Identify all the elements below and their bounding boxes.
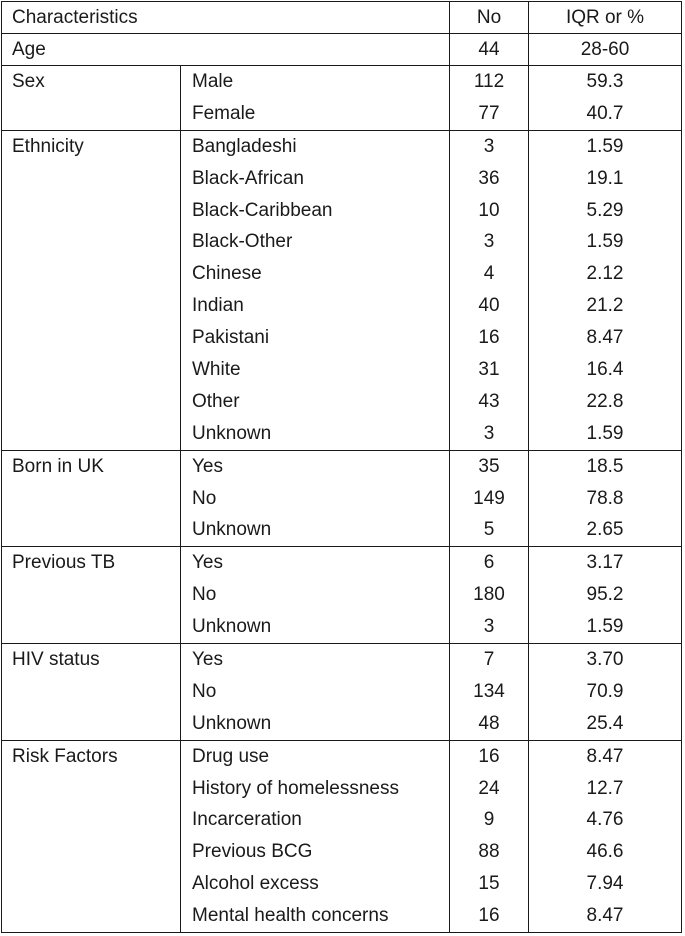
count-value: 3 bbox=[483, 616, 495, 638]
category-value: Other bbox=[192, 390, 240, 412]
category-value: Black-African bbox=[192, 167, 304, 189]
percent-value: 18.5 bbox=[586, 455, 624, 477]
percent-value: 12.7 bbox=[586, 777, 624, 799]
count-value: 77 bbox=[478, 102, 500, 124]
category-cell bbox=[181, 450, 450, 547]
header-characteristics: Characteristics bbox=[2, 2, 450, 34]
count-value: 43 bbox=[478, 390, 500, 412]
count-value: 7 bbox=[483, 649, 495, 671]
group-label bbox=[2, 740, 181, 932]
group-row bbox=[2, 740, 682, 932]
age-iqr: 28-60 bbox=[529, 34, 682, 66]
category-value: Unknown bbox=[192, 422, 272, 444]
count-cell bbox=[450, 450, 529, 547]
category-value: Black-Other bbox=[192, 231, 293, 253]
percent-value: 5.29 bbox=[586, 199, 624, 221]
count-value: 16 bbox=[478, 745, 500, 767]
percent-value: 22.8 bbox=[586, 390, 624, 412]
count-value: 149 bbox=[473, 487, 505, 509]
count-value: 5 bbox=[483, 519, 495, 541]
percent-value: 1.59 bbox=[586, 231, 624, 253]
percent-value: 8.47 bbox=[586, 327, 624, 349]
category-value: Black-Caribbean bbox=[192, 199, 333, 221]
category-value: Yes bbox=[192, 552, 223, 574]
percent-value: 8.47 bbox=[586, 745, 624, 767]
category-cell bbox=[181, 130, 450, 450]
count-value: 16 bbox=[478, 327, 500, 349]
group-label bbox=[2, 450, 181, 547]
count-value: 36 bbox=[478, 167, 500, 189]
percent-value: 1.59 bbox=[586, 616, 624, 638]
percent-cell bbox=[529, 450, 682, 547]
category-cell bbox=[181, 547, 450, 644]
count-value: 6 bbox=[483, 552, 495, 574]
age-label: Age bbox=[2, 34, 450, 66]
category-value: Alcohol excess bbox=[192, 873, 319, 895]
category-value: White bbox=[192, 359, 241, 381]
category-value: No bbox=[192, 680, 217, 702]
category-cell bbox=[181, 66, 450, 131]
count-value: 9 bbox=[483, 809, 495, 831]
group-label bbox=[2, 547, 181, 644]
count-cell bbox=[450, 547, 529, 644]
percent-value: 3.70 bbox=[586, 649, 624, 671]
category-value: No bbox=[192, 487, 217, 509]
category-value: Chinese bbox=[192, 263, 262, 285]
count-cell bbox=[450, 66, 529, 131]
category-cell bbox=[181, 740, 450, 932]
characteristics-table bbox=[1, 1, 682, 933]
category-value: Mental health concerns bbox=[192, 905, 389, 927]
age-no: 44 bbox=[450, 34, 529, 66]
category-value: Unknown bbox=[192, 616, 272, 638]
category-value: Bangladeshi bbox=[192, 135, 297, 157]
group-label-text: Previous TB bbox=[12, 552, 116, 574]
group-label-text: Sex bbox=[12, 71, 45, 92]
group-row bbox=[2, 450, 682, 547]
count-cell bbox=[450, 644, 529, 741]
count-value: 35 bbox=[478, 455, 500, 477]
percent-value: 3.17 bbox=[586, 552, 624, 574]
group-label bbox=[2, 130, 181, 450]
percent-value: 70.9 bbox=[586, 680, 624, 702]
count-cell bbox=[450, 740, 529, 932]
count-cell bbox=[450, 130, 529, 450]
percent-cell bbox=[529, 66, 682, 131]
percent-value: 46.6 bbox=[586, 841, 624, 863]
category-value: History of homelessness bbox=[192, 777, 399, 799]
percent-value: 1.59 bbox=[586, 135, 624, 157]
count-value: 31 bbox=[478, 359, 500, 381]
percent-value: 2.65 bbox=[586, 519, 624, 541]
percent-value: 2.12 bbox=[586, 263, 624, 285]
percent-value: 25.4 bbox=[586, 712, 624, 734]
category-value: Pakistani bbox=[192, 327, 270, 349]
category-value: Indian bbox=[192, 295, 244, 317]
group-row bbox=[2, 130, 682, 450]
percent-cell bbox=[529, 644, 682, 741]
count-value: 3 bbox=[483, 135, 495, 157]
table-body bbox=[2, 2, 682, 933]
count-value: 16 bbox=[478, 905, 500, 927]
category-value: Yes bbox=[192, 649, 223, 671]
category-value: Previous BCG bbox=[192, 841, 313, 863]
count-value: 112 bbox=[473, 71, 505, 92]
percent-cell bbox=[529, 740, 682, 932]
count-value: 3 bbox=[483, 422, 495, 444]
percent-value: 1.59 bbox=[586, 422, 624, 444]
percent-value: 7.94 bbox=[586, 873, 624, 895]
percent-cell bbox=[529, 130, 682, 450]
percent-value: 19.1 bbox=[586, 167, 624, 189]
percent-value: 21.2 bbox=[586, 295, 624, 317]
count-value: 10 bbox=[478, 199, 500, 221]
count-value: 3 bbox=[483, 231, 495, 253]
category-value: Unknown bbox=[192, 712, 272, 734]
percent-value: 59.3 bbox=[586, 71, 624, 92]
group-label bbox=[2, 66, 181, 131]
count-value: 24 bbox=[478, 777, 500, 799]
percent-value: 78.8 bbox=[586, 487, 624, 509]
count-value: 15 bbox=[478, 873, 500, 895]
group-label-text: HIV status bbox=[12, 649, 100, 671]
count-value: 180 bbox=[473, 584, 505, 606]
percent-cell bbox=[529, 547, 682, 644]
count-value: 134 bbox=[473, 680, 505, 702]
count-value: 88 bbox=[478, 841, 500, 863]
header-row bbox=[2, 2, 682, 34]
category-value: Male bbox=[192, 71, 234, 92]
count-value: 4 bbox=[483, 263, 495, 285]
group-label-text: Born in UK bbox=[12, 455, 104, 477]
category-value: Female bbox=[192, 102, 256, 124]
count-value: 40 bbox=[478, 295, 500, 317]
group-label bbox=[2, 644, 181, 741]
percent-value: 8.47 bbox=[586, 905, 624, 927]
header-iqr: IQR or % bbox=[529, 2, 682, 34]
category-value: Unknown bbox=[192, 519, 272, 541]
category-value: Yes bbox=[192, 455, 223, 477]
age-row bbox=[2, 34, 682, 66]
category-value: Incarceration bbox=[192, 809, 302, 831]
category-value: Drug use bbox=[192, 745, 270, 767]
percent-value: 4.76 bbox=[586, 809, 624, 831]
group-row bbox=[2, 644, 682, 741]
group-row bbox=[2, 547, 682, 644]
percent-value: 40.7 bbox=[586, 102, 624, 124]
category-value: No bbox=[192, 584, 217, 606]
percent-value: 16.4 bbox=[586, 359, 624, 381]
count-value: 48 bbox=[478, 712, 500, 734]
category-cell bbox=[181, 644, 450, 741]
group-row bbox=[2, 66, 682, 131]
group-label-text: Risk Factors bbox=[12, 745, 118, 767]
group-label-text: Ethnicity bbox=[12, 135, 84, 157]
percent-value: 95.2 bbox=[586, 584, 624, 606]
header-no: No bbox=[450, 2, 529, 34]
